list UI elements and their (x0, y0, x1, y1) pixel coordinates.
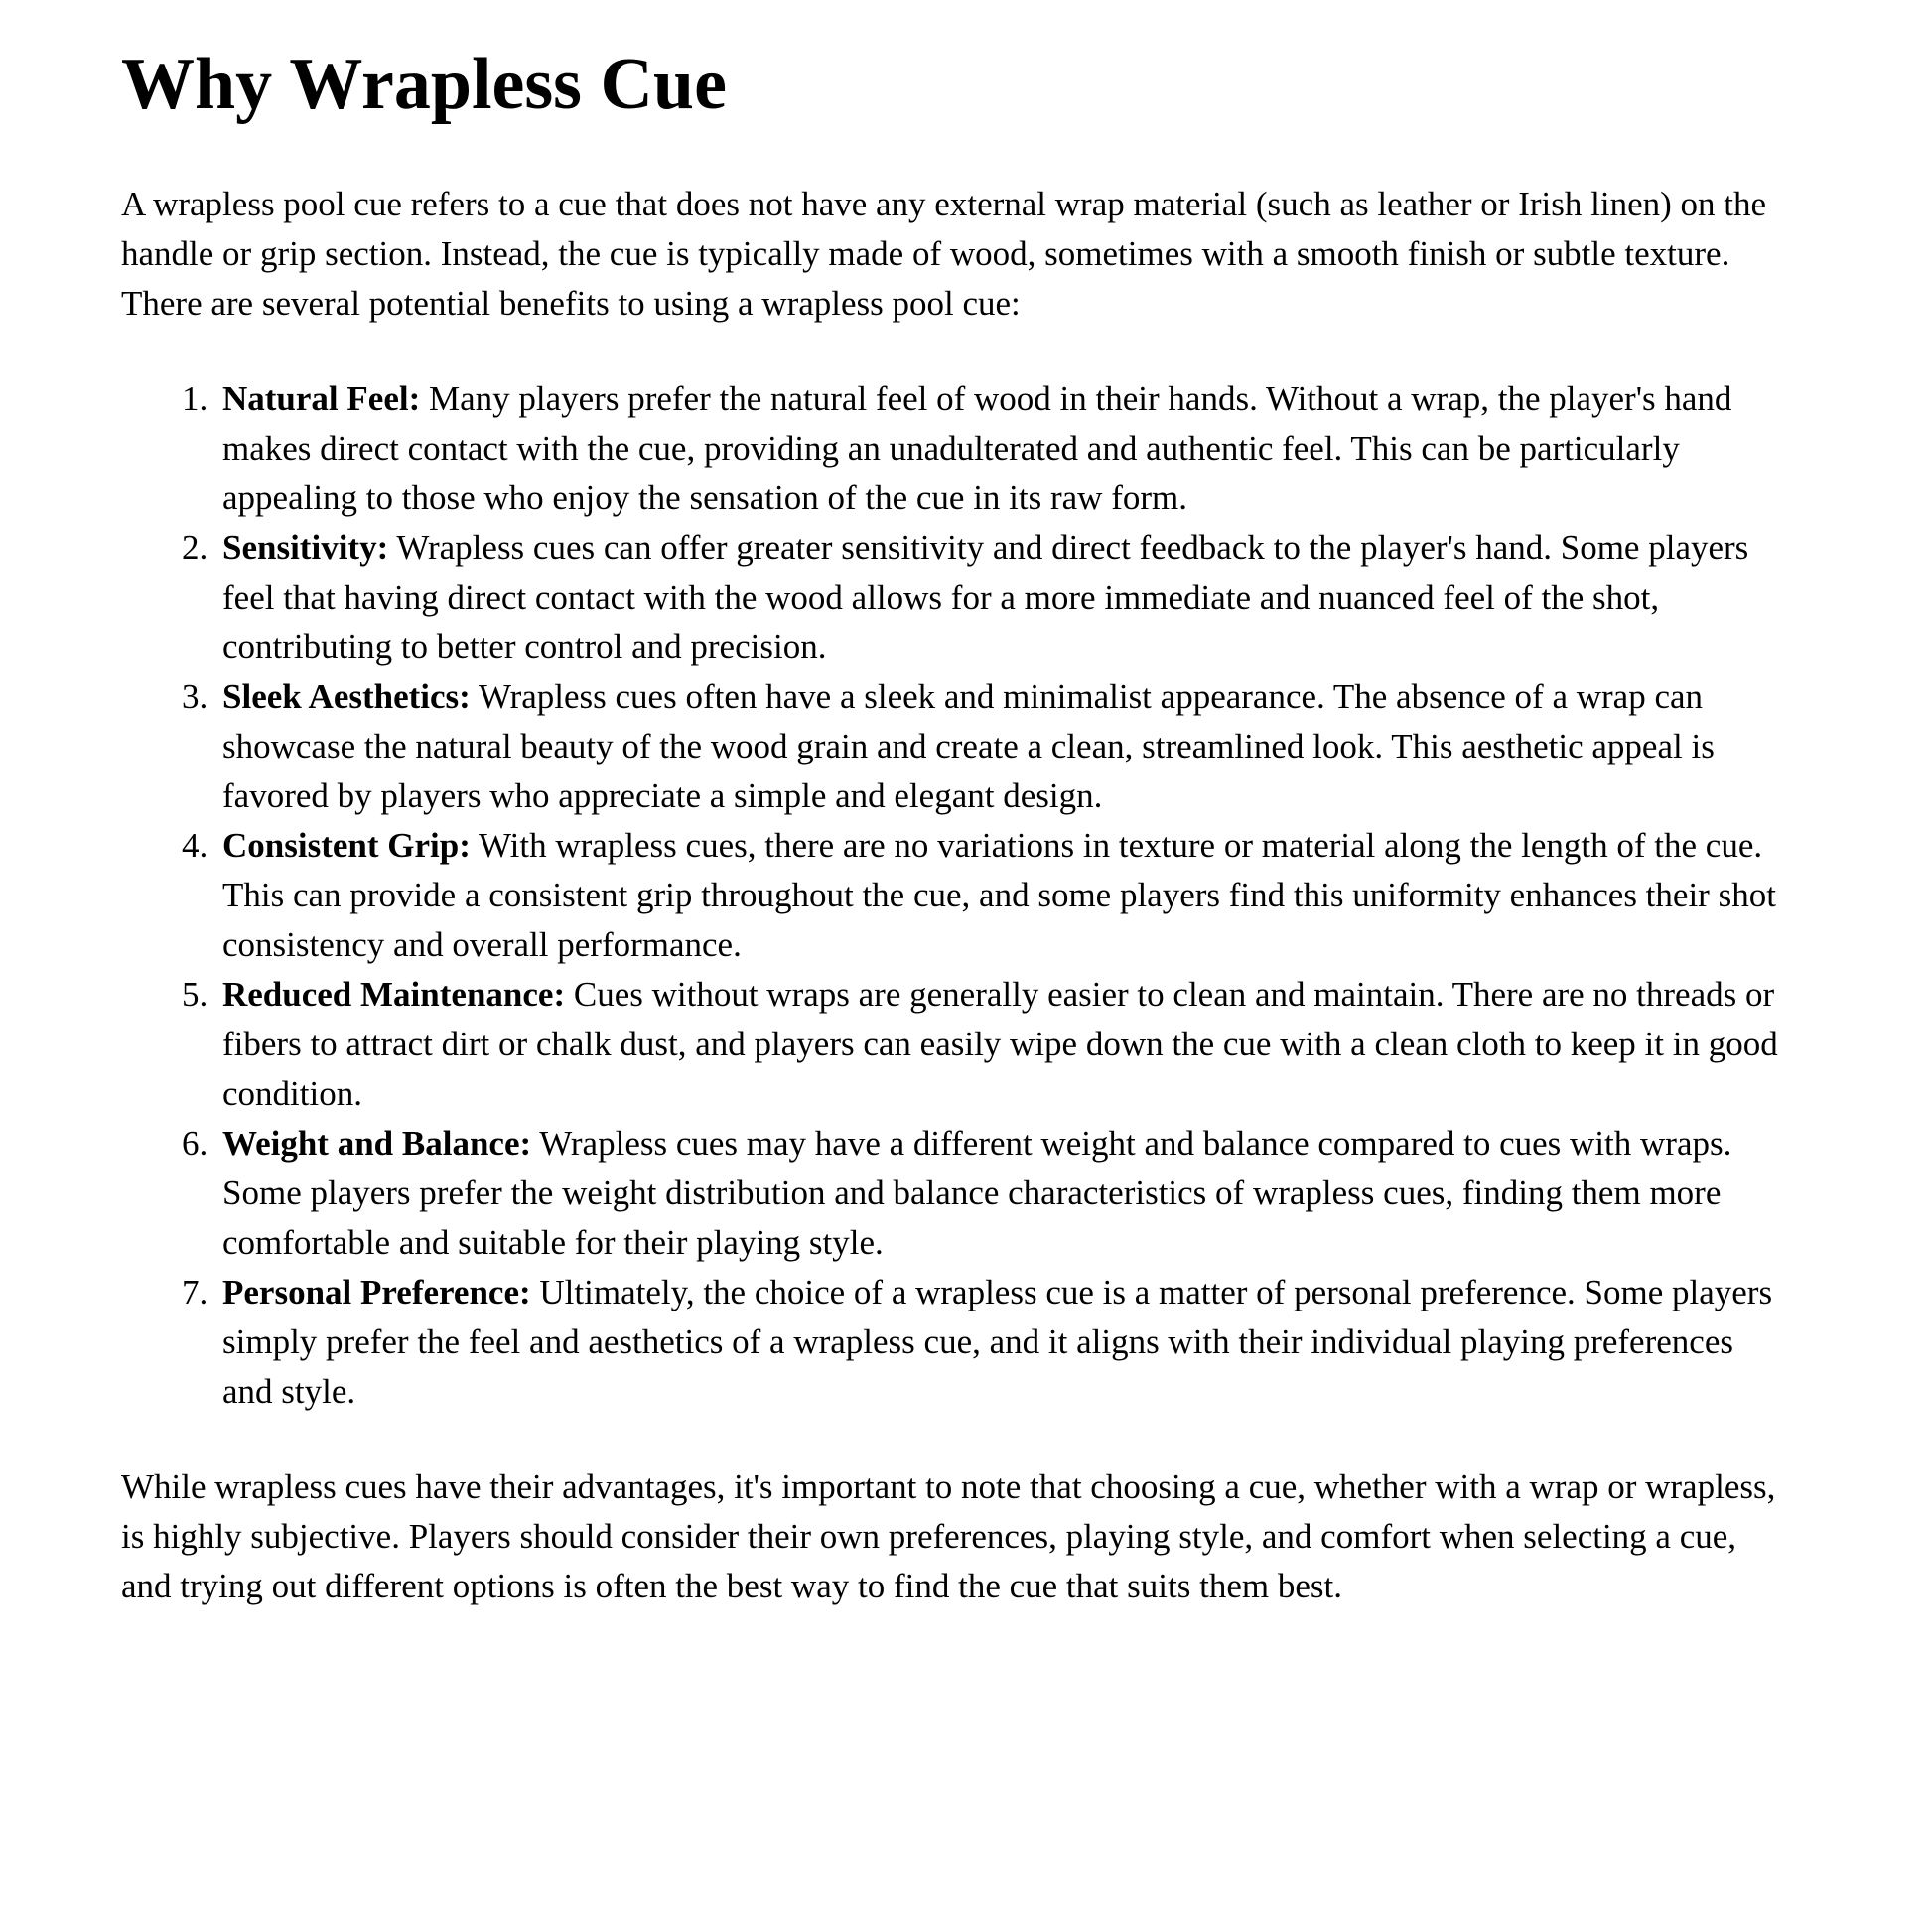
benefit-label: Weight and Balance: (222, 1123, 532, 1163)
benefit-label: Sleek Aesthetics: (222, 676, 471, 716)
benefit-label: Reduced Maintenance: (222, 974, 566, 1014)
benefit-item (216, 970, 1783, 1119)
benefit-label: Personal Preference: (222, 1272, 531, 1311)
benefit-text: Ultimately, the choice of a wrapless cue is a matter of personal preference. Some players simply prefer the feel and aesthetics of a wrapless cue, and it aligns with their individual playing preferences and style. (222, 1272, 1773, 1411)
benefit-text: Wrapless cues often have a sleek and minimalist appearance. The absence of a wrap can showcase the natural beauty of the wood grain and create a clean, streamlined look. This aesthetic appeal is favored by players who appreciate a simple and elegant design. (222, 676, 1715, 815)
benefit-text: Cues without wraps are generally easier to clean and maintain. There are no threads or fibers to attract dirt or chalk dust, and players can easily wipe down the cue with a clean cloth to keep it in good condition. (222, 974, 1778, 1113)
benefit-label: Natural Feel: (222, 378, 421, 418)
benefit-text: Many players prefer the natural feel of wood in their hands. Without a wrap, the player's hand makes direct contact with the cue, providing an unadulterated and authentic feel. This can be particularly appealing to those who enjoy the sensation of the cue in its raw form. (222, 378, 1732, 517)
intro-paragraph: A wrapless pool cue refers to a cue that does not have any external wrap material (such as leather or Irish linen) on the handle or grip section. Instead, the cue is typically made of wood, sometimes with a smooth finish or subtle texture. There are several potential benefits to using a wrapless pool cue: (121, 184, 1767, 323)
benefit-item (216, 672, 1783, 821)
benefits-list (121, 374, 1783, 1417)
benefit-item (216, 1268, 1783, 1417)
benefit-item (216, 1119, 1783, 1268)
benefit-text: Wrapless cues may have a different weight and balance compared to cues with wraps. Some players prefer the weight distribution and balance characteristics of wrapless cues, finding them more comfortable and suitable for their playing style. (222, 1123, 1732, 1262)
closing-paragraph: While wrapless cues have their advantages, it's important to note that choosing a cue, whether with a wrap or wrapless, is highly subjective. Players should consider their own preferences, playing style, and comfort when selecting a cue, and trying out different options is often the best way to find the cue that suits them best. (121, 1466, 1776, 1605)
benefit-item (216, 821, 1783, 970)
benefit-text: Wrapless cues can offer greater sensitivity and direct feedback to the player's hand. Some players feel that having direct contact with the wood allows for a more immediate and nuanced feel of the shot, contributing to better control and precision. (222, 527, 1749, 666)
benefit-text: With wrapless cues, there are no variations in texture or material along the length of the cue. This can provide a consistent grip throughout the cue, and some players find this uniformity enhances their shot consistency and overall performance. (222, 825, 1776, 964)
benefit-label: Consistent Grip: (222, 825, 471, 865)
benefit-item (216, 523, 1783, 672)
benefit-item (216, 374, 1783, 523)
benefit-label: Sensitivity: (222, 527, 389, 567)
page-title: Why Wrapless Cue (121, 44, 727, 125)
